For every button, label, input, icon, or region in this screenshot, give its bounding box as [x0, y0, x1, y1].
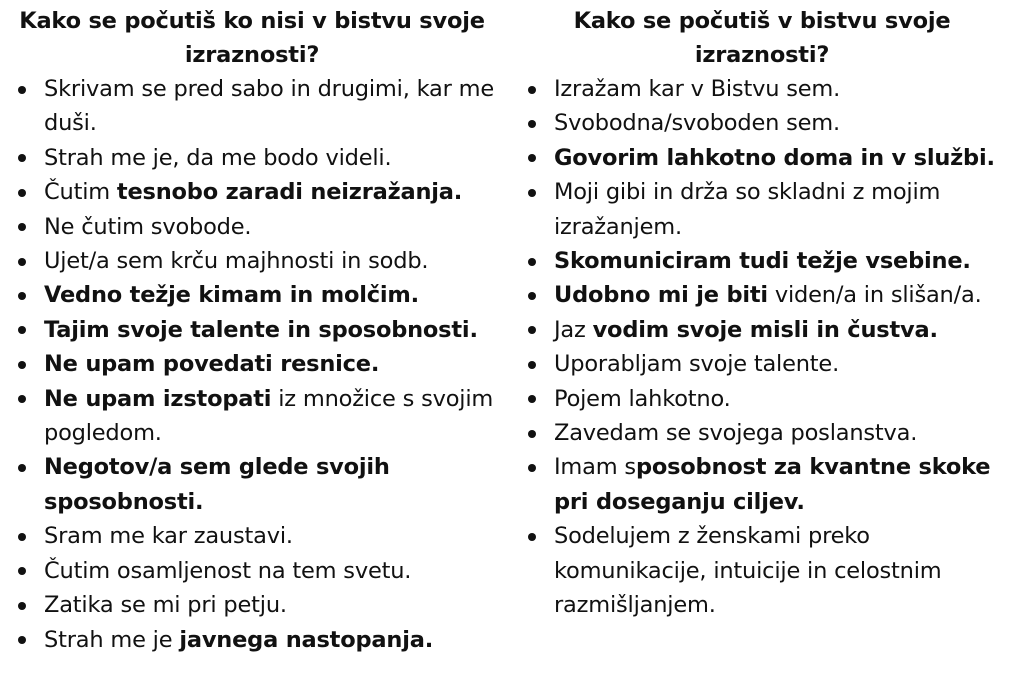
left-list-item [12, 210, 512, 244]
left-list-item [12, 588, 512, 622]
item-text-pre: Svobodna/svoboden sem. [554, 110, 840, 137]
item-text-pre: Čutim [44, 179, 117, 206]
item-text-bold: vodim svoje misli in čustva. [592, 316, 938, 343]
right-list-item [522, 244, 1022, 278]
left-list-item [12, 519, 512, 553]
right-heading: Kako se počutiš v bistvu svoje izraznosti? [573, 8, 951, 68]
item-text-pre: Jaz [554, 316, 593, 343]
right-list [522, 72, 1022, 623]
item-text-post: viden/a in slišan/a. [767, 282, 982, 309]
item-text-pre: Zavedam se svojega poslanstva. [554, 420, 918, 447]
bullet-icon [18, 567, 26, 575]
left-list-item [12, 141, 512, 175]
right-list-item [522, 141, 1022, 175]
left-list-item [12, 450, 512, 519]
right-list-item [522, 175, 1022, 244]
item-text-bold: tesnobo zaradi neizražanja. [116, 179, 463, 206]
item-text-pre: Ujet/a sem krču majhnosti in sodb. [44, 248, 429, 275]
item-text-pre: Strah me je [44, 626, 180, 653]
bullet-icon [18, 86, 26, 94]
item-text-pre: Sodelujem z ženskami preko komunikacije, intuicije in celostnim razmišljanjem. [554, 523, 942, 619]
bullet-icon [528, 292, 536, 300]
item-text-bold: Ne upam povedati resnice. [44, 351, 380, 378]
right-list-item [522, 313, 1022, 347]
bullet-icon [528, 533, 536, 541]
item-text-pre: Strah me je, da me bodo videli. [44, 144, 392, 171]
item-text-pre: Moji gibi in drža so skladni z mojim izražanjem. [554, 179, 941, 240]
item-text-pre: Imam s [554, 454, 636, 481]
bullet-icon [18, 395, 26, 403]
item-text-pre: Zatika se mi pri petju. [44, 592, 287, 619]
right-list-item [522, 278, 1022, 312]
left-heading: Kako se počutiš ko nisi v bistvu svoje izraznosti? [19, 8, 485, 68]
bullet-icon [18, 602, 26, 610]
item-text-pre: Ne čutim svobode. [44, 213, 252, 240]
item-text-bold: Negotov/a sem glede svojih sposobnosti. [44, 454, 390, 515]
bullet-icon [528, 189, 536, 197]
bullet-icon [18, 361, 26, 369]
left-list-item [12, 244, 512, 278]
bullet-icon [18, 189, 26, 197]
right-list-item [522, 450, 1022, 519]
bullet-icon [18, 258, 26, 266]
bullet-icon [528, 120, 536, 128]
bullet-icon [18, 326, 26, 334]
right-list-item [522, 382, 1022, 416]
left-list-item [12, 278, 512, 312]
item-text-pre: Skrivam se pred sabo in drugimi, kar me duši. [44, 76, 494, 137]
item-text-bold: Vedno težje kimam in molčim. [44, 282, 419, 309]
left-list [12, 72, 512, 657]
bullet-icon [528, 395, 536, 403]
right-column [522, 0, 1022, 623]
left-list-item [12, 347, 512, 381]
right-list-item [522, 72, 1022, 106]
left-list-item [12, 623, 512, 657]
left-column [12, 0, 512, 657]
bullet-icon [18, 223, 26, 231]
right-list-item [522, 416, 1022, 450]
right-list-item [522, 519, 1022, 622]
bullet-icon [528, 258, 536, 266]
bullet-icon [18, 533, 26, 541]
bullet-icon [528, 326, 536, 334]
item-text-bold: Tajim svoje talente in sposobnosti. [44, 316, 478, 343]
item-text-pre: Čutim osamljenost na tem svetu. [44, 557, 412, 584]
left-list-item [12, 554, 512, 588]
right-list-item [522, 106, 1022, 140]
item-text-bold: Ne upam izstopati [44, 385, 272, 412]
bullet-icon [18, 636, 26, 644]
item-text-pre: Izražam kar v Bistvu sem. [554, 76, 841, 102]
bullet-icon [528, 430, 536, 438]
left-list-item [12, 382, 512, 451]
item-text-bold: Udobno mi je biti [554, 282, 768, 309]
left-list-item [12, 313, 512, 347]
item-text-bold: posobnost za kvantne skoke pri doseganju ciljev. [554, 454, 991, 515]
item-text-pre: Sram me kar zaustavi. [44, 523, 293, 550]
bullet-icon [528, 464, 536, 472]
bullet-icon [18, 154, 26, 162]
right-list-item [522, 347, 1022, 381]
left-list-item [12, 175, 512, 209]
bullet-icon [528, 86, 536, 94]
bullet-icon [528, 154, 536, 162]
item-text-bold: javnega nastopanja. [179, 626, 434, 653]
left-list-item [12, 72, 512, 141]
item-text-pre: Uporabljam svoje talente. [554, 351, 840, 378]
item-text-post: iz množice s svojim pogledom. [44, 385, 494, 447]
item-text-bold: Govorim lahkotno doma in v službi. [554, 144, 995, 171]
bullet-icon [18, 464, 26, 472]
bullet-icon [18, 292, 26, 300]
item-text-pre: Pojem lahkotno. [554, 385, 731, 412]
item-text-bold: Skomuniciram tudi težje vsebine. [554, 248, 971, 275]
bullet-icon [528, 361, 536, 369]
